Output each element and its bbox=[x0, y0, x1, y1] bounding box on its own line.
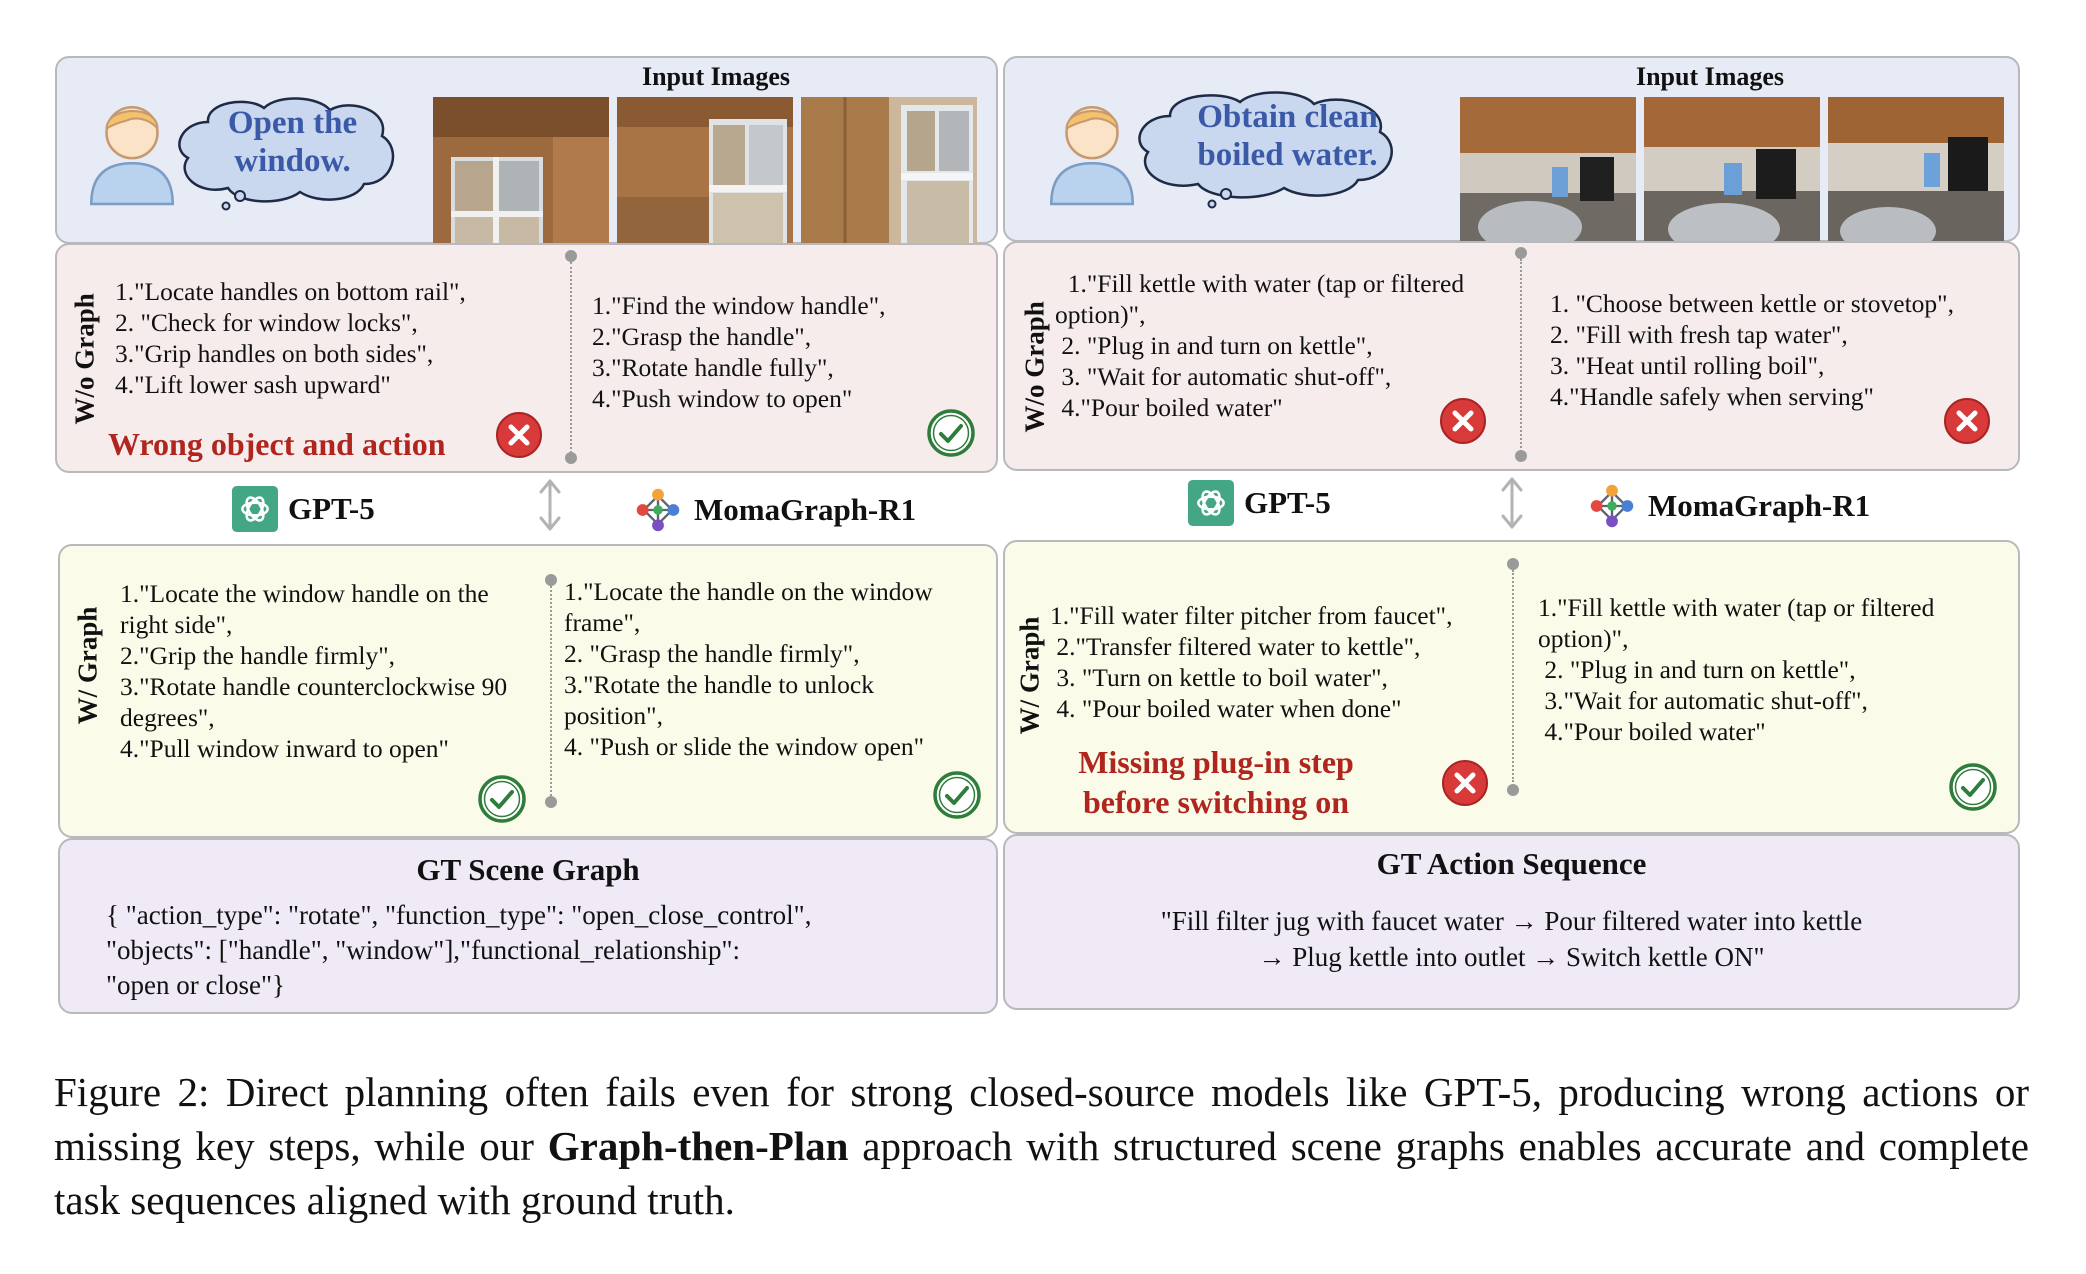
caption-bold: Graph-then-Plan bbox=[547, 1123, 849, 1169]
person-icon bbox=[1046, 94, 1138, 206]
gt-action-sequence-line2: → Plug kettle into outlet → Switch kettle ON" bbox=[1258, 942, 1765, 972]
up-down-arrow-icon bbox=[538, 478, 562, 532]
figure-caption bbox=[54, 1065, 2029, 1227]
gpt-logo-icon bbox=[232, 486, 278, 532]
right-w-graph-label: W/ Graph bbox=[1014, 616, 1045, 735]
left-wo-gpt5-steps: 1."Locate handles on bottom rail", 2. "Check for window locks", 3."Grip handles on both sides", 4."Lift lower sash upward" bbox=[115, 277, 466, 399]
right-wo-gpt5-steps: 1."Fill kettle with water (tap or filtered option)", 2. "Plug in and turn on kettle", 3. "Wait for automatic shut-off", 4."Pour boiled water" bbox=[1055, 269, 1465, 422]
person-icon bbox=[86, 94, 178, 206]
left-w-moma-steps: 1."Locate the handle on the window frame", 2. "Grasp the handle firmly", 3."Rotate the handle to unlock position", 4. "Push or slide the window open" bbox=[564, 577, 933, 761]
right-instruction: Obtain clean boiled water. bbox=[1197, 99, 1378, 173]
momagraph-logo-icon bbox=[632, 484, 684, 536]
left-instruction: Open the window. bbox=[227, 105, 358, 179]
caption-part1: Figure 2: Direct planning often fails even for strong closed-source models like GPT-5, producing wrong actions or missing key steps, while our bbox=[54, 1069, 2029, 1169]
cross-icon bbox=[1438, 396, 1488, 446]
left-wo-graph-label: W/o Graph bbox=[69, 293, 100, 425]
gt-action-sequence-line1: "Fill filter jug with faucet water → Pour filtered water into kettle bbox=[1160, 906, 1863, 936]
check-icon bbox=[477, 774, 527, 824]
left-w-gpt5-steps: 1."Locate the window handle on the right side", 2."Grip the handle firmly", 3."Rotate handle counterclockwise 90 degrees", 4."Pull window inward to open" bbox=[120, 579, 508, 763]
cross-icon bbox=[494, 410, 544, 460]
gpt5-text: GPT-5 bbox=[288, 491, 375, 526]
divider-line bbox=[570, 262, 572, 457]
divider-line bbox=[550, 586, 552, 800]
gt-action-sequence-title: GT Action Sequence bbox=[1376, 846, 1647, 881]
right-gpt5-label bbox=[1188, 480, 1331, 526]
divider-line bbox=[1520, 259, 1522, 455]
right-w-moma-steps: 1."Fill kettle with water (tap or filtered option)", 2. "Plug in and turn on kettle", 3."Wait for automatic shut-off", 4."Pour boiled water" bbox=[1538, 593, 1935, 746]
left-wo-gpt5-error: Wrong object and action bbox=[108, 426, 446, 462]
check-icon bbox=[1948, 762, 1998, 812]
right-w-gpt5-error: Missing plug-in step before switching on bbox=[1078, 744, 1354, 820]
divider-dot-bottom bbox=[1507, 784, 1519, 796]
right-wo-graph-label: W/o Graph bbox=[1019, 301, 1050, 433]
divider-dot-top bbox=[1507, 558, 1519, 570]
check-icon bbox=[932, 770, 982, 820]
divider-dot-bottom bbox=[545, 796, 557, 808]
gt-scene-graph-title: GT Scene Graph bbox=[416, 852, 640, 887]
cross-icon bbox=[1942, 396, 1992, 446]
divider-line bbox=[1512, 570, 1514, 782]
right-input-images-label: Input Images bbox=[1635, 62, 1785, 91]
momagraph-text: MomaGraph-R1 bbox=[694, 492, 917, 527]
momagraph-text: MomaGraph-R1 bbox=[1648, 488, 1871, 523]
right-w-gpt5-steps: 1."Fill water filter pitcher from faucet", 2."Transfer filtered water to kettle", 3. "Turn on kettle to boil water", 4. "Pour boiled water when done" bbox=[1050, 601, 1453, 723]
left-wo-moma-steps: 1."Find the window handle", 2."Grasp the handle", 3."Rotate handle fully", 4."Push window to open" bbox=[592, 291, 886, 413]
divider-dot-bottom bbox=[1515, 450, 1527, 462]
cross-icon bbox=[1440, 758, 1490, 808]
left-momagraph-label bbox=[632, 484, 916, 536]
left-w-graph-label: W/ Graph bbox=[72, 606, 103, 725]
divider-dot-top bbox=[1515, 247, 1527, 259]
gpt5-text: GPT-5 bbox=[1244, 485, 1331, 520]
divider-dot-top bbox=[545, 574, 557, 586]
check-icon bbox=[926, 408, 976, 458]
momagraph-logo-icon bbox=[1586, 480, 1638, 532]
up-down-arrow-icon bbox=[1500, 476, 1524, 530]
right-wo-moma-steps: 1. "Choose between kettle or stovetop", 2. "Fill with fresh tap water", 3. "Heat until rolling boil", 4."Handle safely when serving" bbox=[1550, 289, 1954, 411]
divider-dot-top bbox=[565, 250, 577, 262]
gt-scene-graph-body: { "action_type": "rotate", "function_type": "open_close_control", "objects": ["handle", "window"],"functional_relationship": "open or close"} bbox=[106, 900, 812, 1000]
left-input-images-label: Input Images bbox=[641, 62, 791, 91]
caption-part2: approach with structured scene graphs enables accurate and complete task sequences aligned with ground truth. bbox=[54, 1123, 2030, 1223]
right-momagraph-label bbox=[1586, 480, 1870, 532]
gpt-logo-icon bbox=[1188, 480, 1234, 526]
left-gpt5-label bbox=[232, 486, 375, 532]
divider-dot-bottom bbox=[565, 452, 577, 464]
